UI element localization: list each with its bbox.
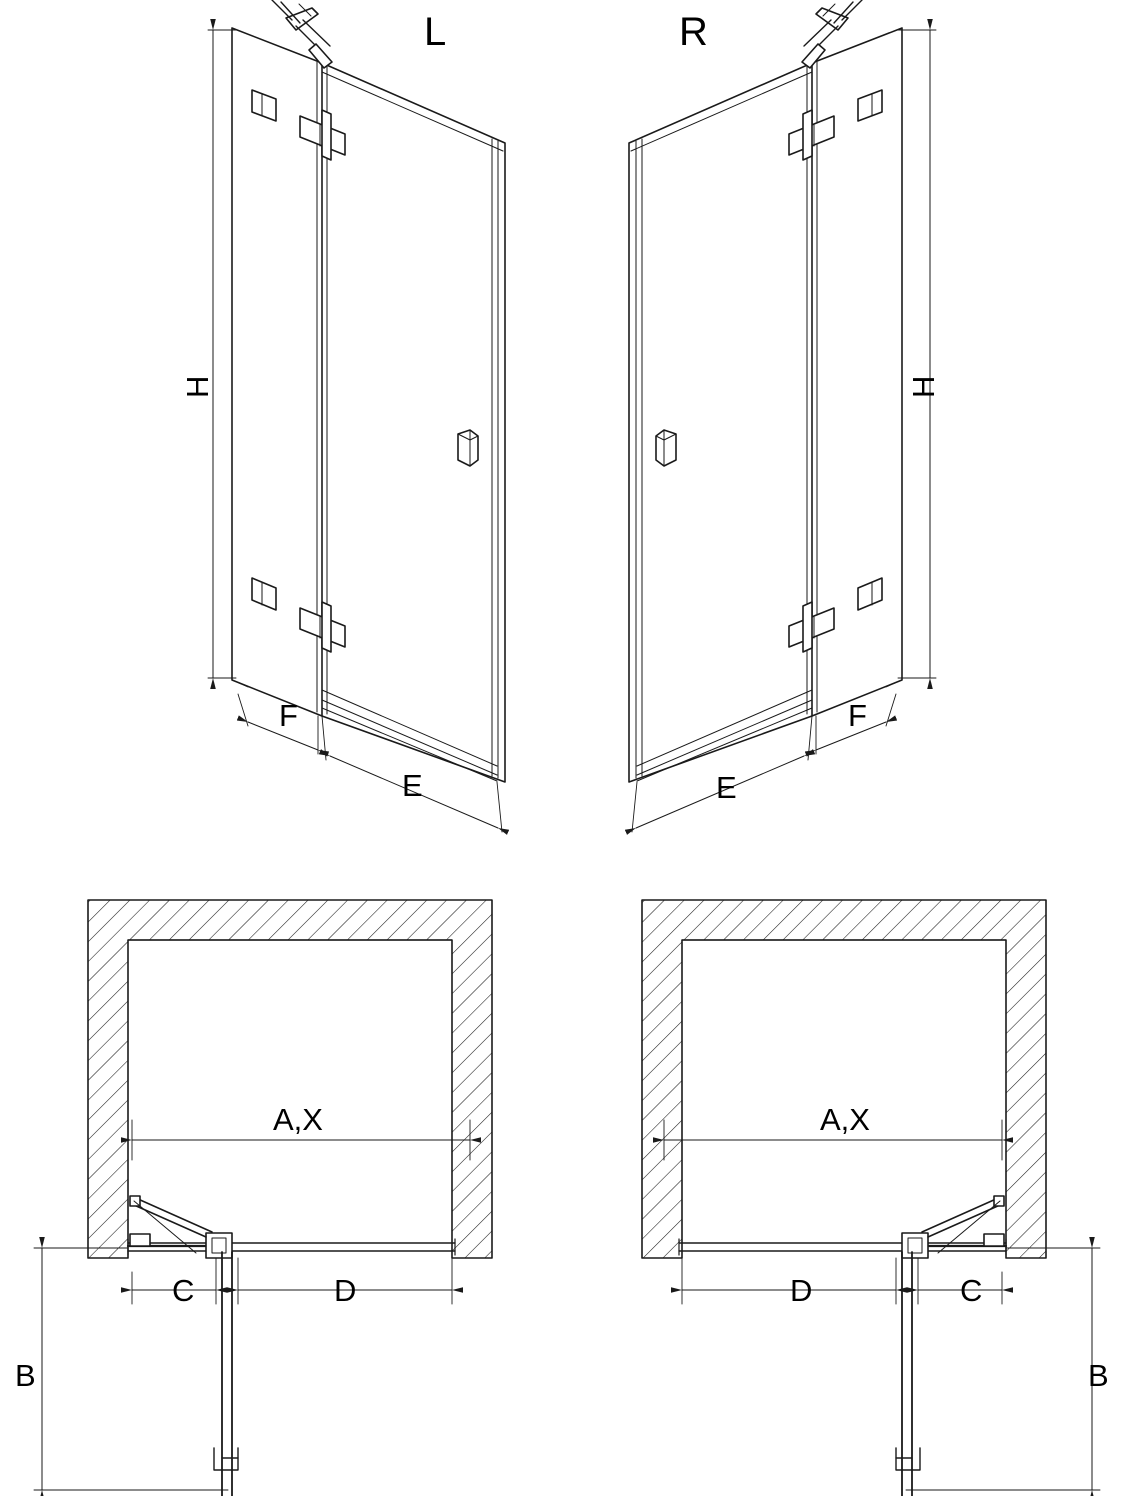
dim-e-label-left: E [402, 768, 423, 803]
dim-c-label-left: C [172, 1273, 195, 1308]
elevation-right-geometry [629, 0, 936, 832]
right-variant-label: R [679, 10, 708, 54]
plan-right-geometry [642, 900, 1100, 1496]
dim-f-label-left: F [279, 698, 298, 733]
dim-ax-label-left: A,X [273, 1102, 323, 1137]
dim-c-label-right: C [960, 1273, 983, 1308]
left-variant-label: L [424, 10, 447, 54]
dim-h-label-left: H [180, 375, 215, 398]
dim-d-label-left: D [334, 1273, 357, 1308]
dim-ax-label-right: A,X [820, 1102, 870, 1137]
dim-b-label-left: B [15, 1358, 36, 1393]
dim-f-label-right: F [848, 698, 867, 733]
dim-d-label-right: D [790, 1273, 813, 1308]
dim-h-label-right: H [906, 375, 941, 398]
dim-b-label-right: B [1088, 1358, 1109, 1393]
elevation-left-geometry [208, 0, 505, 832]
plan-left-geometry [34, 900, 492, 1496]
dim-e-label-right: E [716, 770, 737, 805]
